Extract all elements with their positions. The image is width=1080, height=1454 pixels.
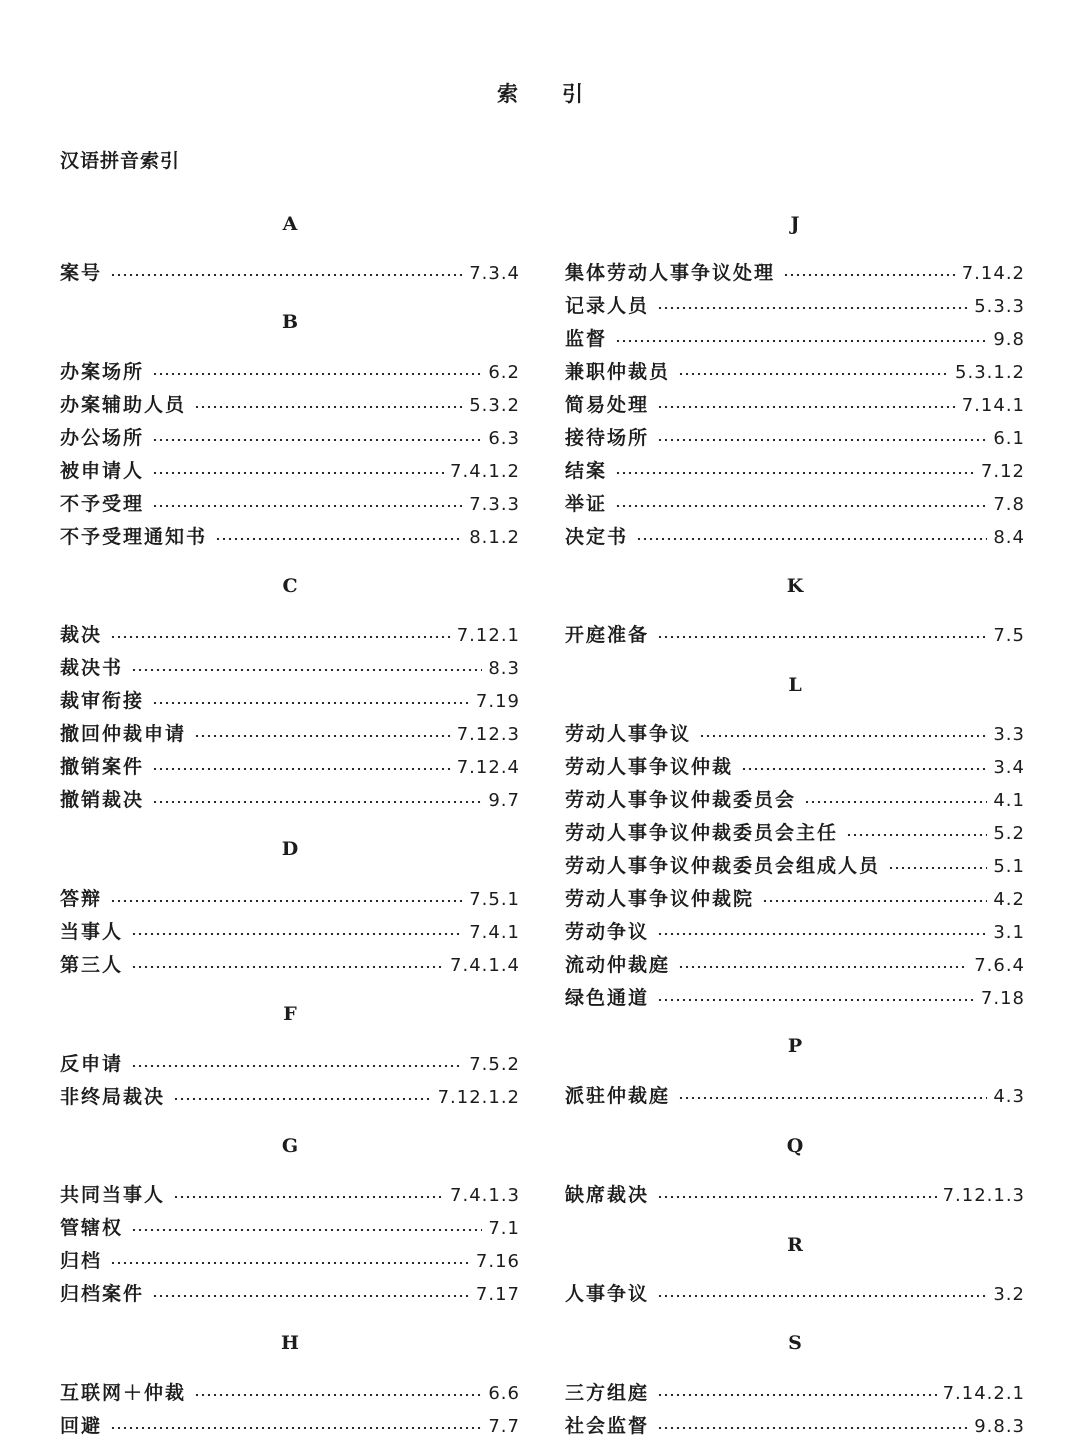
entry-reference: 3.3 [993,724,1025,745]
dot-leader [110,1262,470,1264]
entry-reference: 6.6 [488,1383,520,1404]
entry-term: 绿色通道 [565,987,650,1009]
dot-leader [846,834,987,836]
entry-term: 劳动争议 [565,921,650,943]
index-entry [60,951,520,979]
dot-leader [657,933,987,935]
section-letter-k: K [786,575,804,597]
index-entry [60,457,520,485]
entry-reference: 9.8 [993,329,1025,350]
index-entry [60,753,520,781]
entry-term: 缺席裁决 [565,1184,650,1206]
entry-reference: 7.7 [488,1416,520,1437]
index-entry [60,259,520,287]
dot-leader [152,702,470,704]
dot-leader [615,340,987,342]
entry-reference: 5.3.1.2 [955,362,1025,383]
dot-leader [215,538,463,540]
dot-leader [678,1097,987,1099]
dot-leader [615,505,987,507]
entry-term: 举证 [565,493,608,515]
dot-leader [699,735,987,737]
entry-term: 当事人 [60,921,124,943]
section-letter-s: S [788,1332,802,1354]
entry-term: 第三人 [60,954,124,976]
dot-leader [110,900,463,902]
entry-reference: 8.4 [993,527,1025,548]
index-entry [60,1214,520,1242]
index-entry [565,819,1025,847]
index-entry [60,786,520,814]
index-entry [565,984,1025,1012]
dot-leader [636,538,987,540]
dot-leader [152,472,444,474]
dot-leader [657,1295,987,1297]
index-entry [60,490,520,518]
index-entry [60,654,520,682]
entry-reference: 7.5.1 [469,889,520,910]
entry-term: 简易处理 [565,394,650,416]
dot-leader [804,801,987,803]
dot-leader [152,505,463,507]
entry-reference: 7.12.1.2 [437,1087,520,1108]
index-entry [565,852,1025,880]
dot-leader [152,768,451,770]
entry-term: 劳动人事争议仲裁院 [565,888,755,910]
entry-reference: 7.1 [488,1218,520,1239]
index-entry [60,1379,520,1407]
dot-leader [110,636,451,638]
entry-term: 流动仲裁庭 [565,954,671,976]
dot-leader [657,406,956,408]
entry-reference: 8.3 [488,658,520,679]
entry-reference: 7.12.1.3 [942,1185,1025,1206]
entry-term: 开庭准备 [565,624,650,646]
entry-reference: 7.17 [475,1284,520,1305]
dot-leader [741,768,987,770]
index-entry [565,457,1025,485]
entry-term: 劳动人事争议仲裁 [565,756,734,778]
entry-reference: 7.4.1.4 [450,955,520,976]
entry-reference: 3.2 [993,1284,1025,1305]
entry-term: 劳动人事争议仲裁委员会组成人员 [565,855,881,877]
entry-reference: 7.12.3 [456,724,520,745]
entry-reference: 8.1.2 [469,527,520,548]
entry-reference: 6.2 [488,362,520,383]
entry-term: 不予受理 [60,493,145,515]
index-entry [60,1181,520,1209]
index-entry [60,523,520,551]
index-entry [565,951,1025,979]
entry-reference: 7.12.4 [456,757,520,778]
entry-reference: 3.4 [993,757,1025,778]
dot-leader [131,669,482,671]
index-entry [565,1280,1025,1308]
section-letter-p: P [787,1035,803,1057]
entry-term: 归档 [60,1250,103,1272]
entry-term: 归档案件 [60,1283,145,1305]
entry-term: 三方组庭 [565,1382,650,1404]
entry-term: 共同当事人 [60,1184,166,1206]
entry-term: 裁审衔接 [60,690,145,712]
entry-reference: 6.3 [488,428,520,449]
index-entry [60,1050,520,1078]
entry-reference: 7.4.1.2 [450,461,520,482]
entry-reference: 7.5.2 [469,1054,520,1075]
entry-term: 反申请 [60,1053,124,1075]
dot-leader [678,373,949,375]
page-title: 索引 [497,82,627,106]
entry-reference: 4.2 [993,889,1025,910]
entry-term: 监督 [565,328,608,350]
entry-reference: 7.19 [475,691,520,712]
dot-leader [194,735,451,737]
index-entry [60,391,520,419]
dot-leader [110,1427,482,1429]
section-letter-j: J [790,213,800,235]
index-entry [565,325,1025,353]
entry-term: 管辖权 [60,1217,124,1239]
dot-leader [194,1394,482,1396]
entry-term: 劳动人事争议仲裁委员会 [565,789,797,811]
entry-reference: 7.14.2 [961,263,1025,284]
index-entry [60,358,520,386]
index-entry [565,523,1025,551]
index-entry [60,424,520,452]
index-entry [565,424,1025,452]
index-subtitle: 汉语拼音索引 [60,150,181,172]
index-entry [565,1412,1025,1440]
entry-term: 互联网＋仲裁 [60,1382,187,1404]
index-entry [60,1247,520,1275]
section-letter-g: G [281,1135,299,1157]
entry-term: 办案场所 [60,361,145,383]
dot-leader [131,1229,482,1231]
entry-reference: 7.8 [993,494,1025,515]
entry-reference: 7.4.1 [469,922,520,943]
entry-reference: 7.3.3 [469,494,520,515]
entry-reference: 7.14.2.1 [942,1383,1025,1404]
entry-reference: 5.3.2 [469,395,520,416]
dot-leader [173,1098,432,1100]
section-letter-b: B [281,311,299,333]
section-letter-a: A [282,213,298,235]
entry-term: 人事争议 [565,1283,650,1305]
dot-leader [783,274,956,276]
dot-leader [173,1196,444,1198]
entry-term: 集体劳动人事争议处理 [565,262,776,284]
entry-reference: 3.1 [993,922,1025,943]
section-letter-d: D [281,838,299,860]
entry-term: 撤销裁决 [60,789,145,811]
index-entry [60,885,520,913]
dot-leader [152,439,482,441]
index-entry [60,687,520,715]
entry-reference: 7.12 [980,461,1025,482]
index-entry [565,391,1025,419]
dot-leader [152,801,482,803]
index-entry [60,621,520,649]
dot-leader [657,1427,968,1429]
index-entry [565,720,1025,748]
index-entry [565,621,1025,649]
dot-leader [110,274,463,276]
dot-leader [678,966,968,968]
entry-term: 裁决 [60,624,103,646]
index-entry [60,1412,520,1440]
index-entry [565,490,1025,518]
index-entry [565,918,1025,946]
index-entry [565,1379,1025,1407]
section-letter-r: R [787,1234,803,1256]
dot-leader [194,406,463,408]
entry-reference: 6.1 [993,428,1025,449]
entry-term: 非终局裁决 [60,1086,166,1108]
entry-term: 派驻仲裁庭 [565,1085,671,1107]
entry-reference: 4.3 [993,1086,1025,1107]
entry-reference: 7.3.4 [469,263,520,284]
section-letter-l: L [788,674,802,696]
entry-term: 社会监督 [565,1415,650,1437]
entry-term: 裁决书 [60,657,124,679]
entry-reference: 7.14.1 [961,395,1025,416]
entry-term: 兼职仲裁员 [565,361,671,383]
index-entry [565,1082,1025,1110]
entry-reference: 9.7 [488,790,520,811]
dot-leader [762,900,987,902]
dot-leader [131,933,463,935]
entry-term: 被申请人 [60,460,145,482]
entry-term: 记录人员 [565,295,650,317]
entry-term: 不予受理通知书 [60,526,208,548]
entry-reference: 9.8.3 [974,1416,1025,1437]
entry-term: 劳动人事争议 [565,723,692,745]
entry-reference: 7.4.1.3 [450,1185,520,1206]
dot-leader [131,1065,463,1067]
dot-leader [657,1196,937,1198]
entry-reference: 7.6.4 [974,955,1025,976]
index-entry [565,259,1025,287]
entry-term: 回避 [60,1415,103,1437]
entry-reference: 7.16 [475,1251,520,1272]
entry-term: 接待场所 [565,427,650,449]
dot-leader [615,472,975,474]
entry-term: 案号 [60,262,103,284]
dot-leader [657,1394,937,1396]
section-letter-f: F [283,1003,297,1025]
index-entry [60,1083,520,1111]
index-entry [60,720,520,748]
dot-leader [657,636,987,638]
entry-term: 撤销案件 [60,756,145,778]
index-entry [565,1181,1025,1209]
entry-reference: 7.12.1 [456,625,520,646]
section-letter-q: Q [786,1135,804,1157]
dot-leader [152,373,482,375]
index-entry [565,358,1025,386]
index-entry [565,292,1025,320]
entry-reference: 5.3.3 [974,296,1025,317]
entry-term: 撤回仲裁申请 [60,723,187,745]
section-letter-h: H [281,1332,299,1354]
entry-term: 决定书 [565,526,629,548]
entry-term: 结案 [565,460,608,482]
dot-leader [131,966,444,968]
index-entry [60,918,520,946]
index-entry [565,753,1025,781]
dot-leader [888,867,987,869]
dot-leader [657,307,968,309]
dot-leader [152,1295,470,1297]
entry-reference: 5.2 [993,823,1025,844]
entry-term: 办公场所 [60,427,145,449]
section-letter-c: C [282,575,298,597]
entry-reference: 4.1 [993,790,1025,811]
entry-reference: 5.1 [993,856,1025,877]
entry-reference: 7.18 [980,988,1025,1009]
entry-term: 答辩 [60,888,103,910]
entry-term: 办案辅助人员 [60,394,187,416]
dot-leader [657,439,987,441]
index-entry [60,1280,520,1308]
entry-reference: 7.5 [993,625,1025,646]
index-entry [565,885,1025,913]
index-entry [565,786,1025,814]
entry-term: 劳动人事争议仲裁委员会主任 [565,822,839,844]
dot-leader [657,999,975,1001]
